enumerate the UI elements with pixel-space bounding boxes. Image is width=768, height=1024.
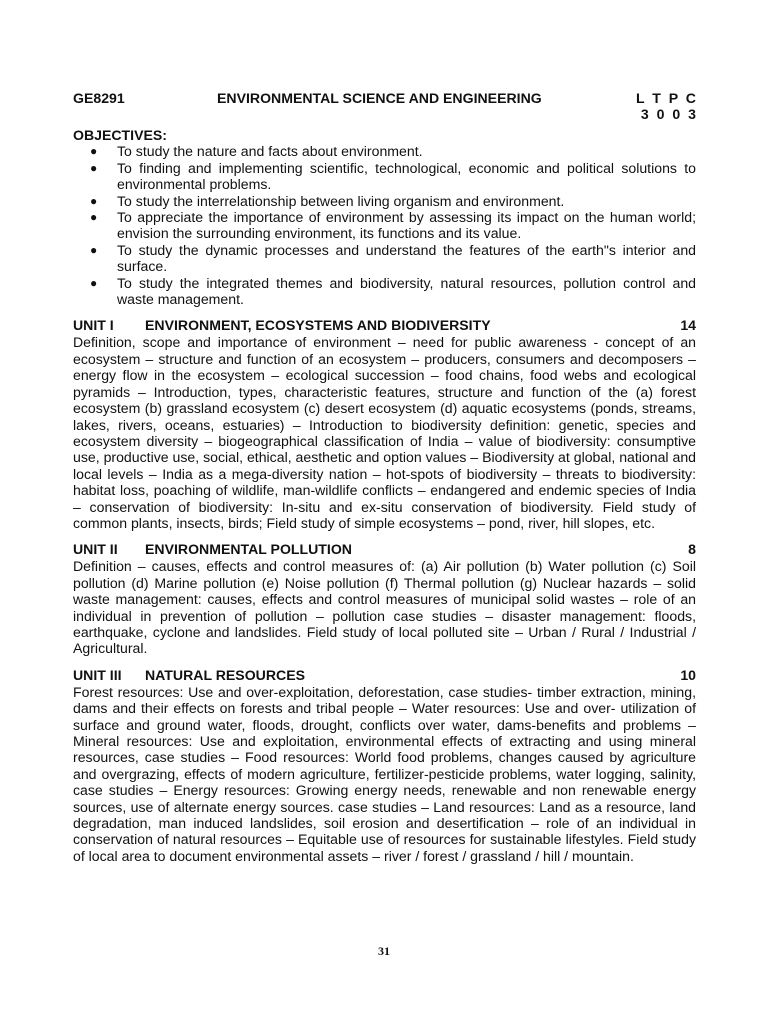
syllabus-page bbox=[73, 90, 696, 864]
ltpc-block bbox=[636, 90, 696, 122]
course-code: GE8291 bbox=[73, 90, 125, 106]
unit-body: Definition – causes, effects and control measures of: (a) Air pollution (b) Water pollution (c) Soil pollution (d) Marine pollution (e) Noise pollution (f) Thermal pollution (g) Nuclear hazards – solid waste management: causes, effects and control measures of municipal solid wastes – role of an individual in prevention of pollution – pollution case studies – disaster management: floods, earthquake, cyclone and landslides. Field study of local polluted site – Urban / Rural / Industrial / Agricultural. bbox=[73, 558, 696, 657]
bullet-icon: ● bbox=[90, 210, 98, 225]
unit-label: UNIT II bbox=[73, 541, 118, 558]
ltpc-values: 3 0 0 3 bbox=[640, 106, 696, 122]
bullet-icon: ● bbox=[90, 275, 98, 290]
unit-heading bbox=[73, 541, 696, 558]
objective-item bbox=[73, 160, 696, 193]
unit-body: Forest resources: Use and over-exploitation, deforestation, case studies- timber extraction, mining, dams and their effects on forests and tribal people – Water resources: Use and over- utilization of surface and ground water, floods, drought, conflicts over water, dams-benefits and problems – Mineral resources: Use and exploitation, environmental effects of extracting and using mineral resources, case studies – Food resources: World food problems, changes caused by agriculture and overgrazing, effects of modern agriculture, fertilizer-pesticide problems, water logging, salinity, case studies – Energy resources: Growing energy needs, renewable and non renewable energy sources, use of alternate energy sources. case studies – Land resources: Land as a resource, land degradation, man induced landslides, soil erosion and desertification – role of an individual in conservation of natural resources – Equitable use of resources for sustainable lifestyles. Field study of local area to document environmental assets – river / forest / grassland / hill / mountain. bbox=[73, 683, 696, 864]
ltpc-labels: L T P C bbox=[635, 90, 696, 106]
unit-label: UNIT III bbox=[73, 666, 122, 683]
bullet-icon: ● bbox=[90, 193, 98, 208]
objective-text: To study the integrated themes and biodiversity, natural resources, pollution control and waste management. bbox=[117, 274, 696, 308]
unit-title: ENVIRONMENTAL POLLUTION bbox=[145, 541, 352, 558]
unit-label: UNIT I bbox=[73, 317, 114, 334]
page-number: 31 bbox=[378, 944, 390, 958]
objective-item bbox=[73, 143, 696, 159]
unit-title: NATURAL RESOURCES bbox=[145, 666, 305, 683]
objective-item bbox=[73, 209, 696, 242]
unit-heading bbox=[73, 317, 696, 334]
unit-title: ENVIRONMENT, ECOSYSTEMS AND BIODIVERSITY bbox=[145, 317, 491, 334]
course-title: ENVIRONMENTAL SCIENCE AND ENGINEERING bbox=[217, 90, 542, 106]
objective-text: To appreciate the importance of environment by assessing its impact on the human world; envision the surrounding environment, its functions and its value. bbox=[117, 209, 696, 242]
unit-hours: 14 bbox=[680, 317, 696, 334]
bullet-icon: ● bbox=[90, 144, 98, 159]
unit-section bbox=[73, 541, 696, 656]
objective-item bbox=[73, 242, 696, 275]
bullet-icon: ● bbox=[90, 160, 98, 175]
objective-text: To study the dynamic processes and understand the features of the earth"s interior and surface. bbox=[117, 241, 696, 275]
objective-text: To study the interrelationship between living organism and environment. bbox=[117, 192, 565, 209]
unit-hours: 10 bbox=[680, 666, 696, 683]
objective-text: To finding and implementing scientific, technological, economic and political solutions to environmental problems. bbox=[117, 159, 696, 193]
unit-heading bbox=[73, 667, 696, 684]
objectives-list bbox=[73, 143, 696, 307]
bullet-icon: ● bbox=[90, 242, 98, 257]
course-header bbox=[73, 90, 696, 124]
objective-text: To study the nature and facts about environment. bbox=[117, 143, 423, 160]
objective-item bbox=[73, 193, 696, 209]
objective-item bbox=[73, 275, 696, 308]
unit-section bbox=[73, 317, 696, 531]
unit-body: Definition, scope and importance of environment – need for public awareness - concept of an ecosystem – structure and function of an ecosystem – producers, consumers and decomposers – energy flow in the ecosystem – ecological succession – food chains, food webs and ecological pyramids – Introduction, types, characteristic features, structure and function of the (a) forest ecosystem (b) grassland ecosystem (c) desert ecosystem (d) aquatic ecosystems (ponds, streams, lakes, rivers, oceans, estuaries) – Introduction to biodiversity definition: genetic, species and ecosystem diversity – biogeographical classification of India – value of biodiversity: consumptive use, productive use, social, ethical, aesthetic and option values – Biodiversity at global, national and local levels – India as a mega-diversity nation – hot-spots of biodiversity – threats to biodiversity: habitat loss, poaching of wildlife, man-wildlife conflicts – endangered and endemic species of India – conservation of biodiversity: In-situ and ex-situ conservation of biodiversity. Field study of common plants, insects, birds; Field study of simple ecosystems – pond, river, hill slopes, etc. bbox=[73, 334, 696, 531]
unit-section bbox=[73, 667, 696, 864]
objectives-heading: OBJECTIVES: bbox=[73, 127, 167, 143]
unit-hours: 8 bbox=[688, 541, 696, 558]
